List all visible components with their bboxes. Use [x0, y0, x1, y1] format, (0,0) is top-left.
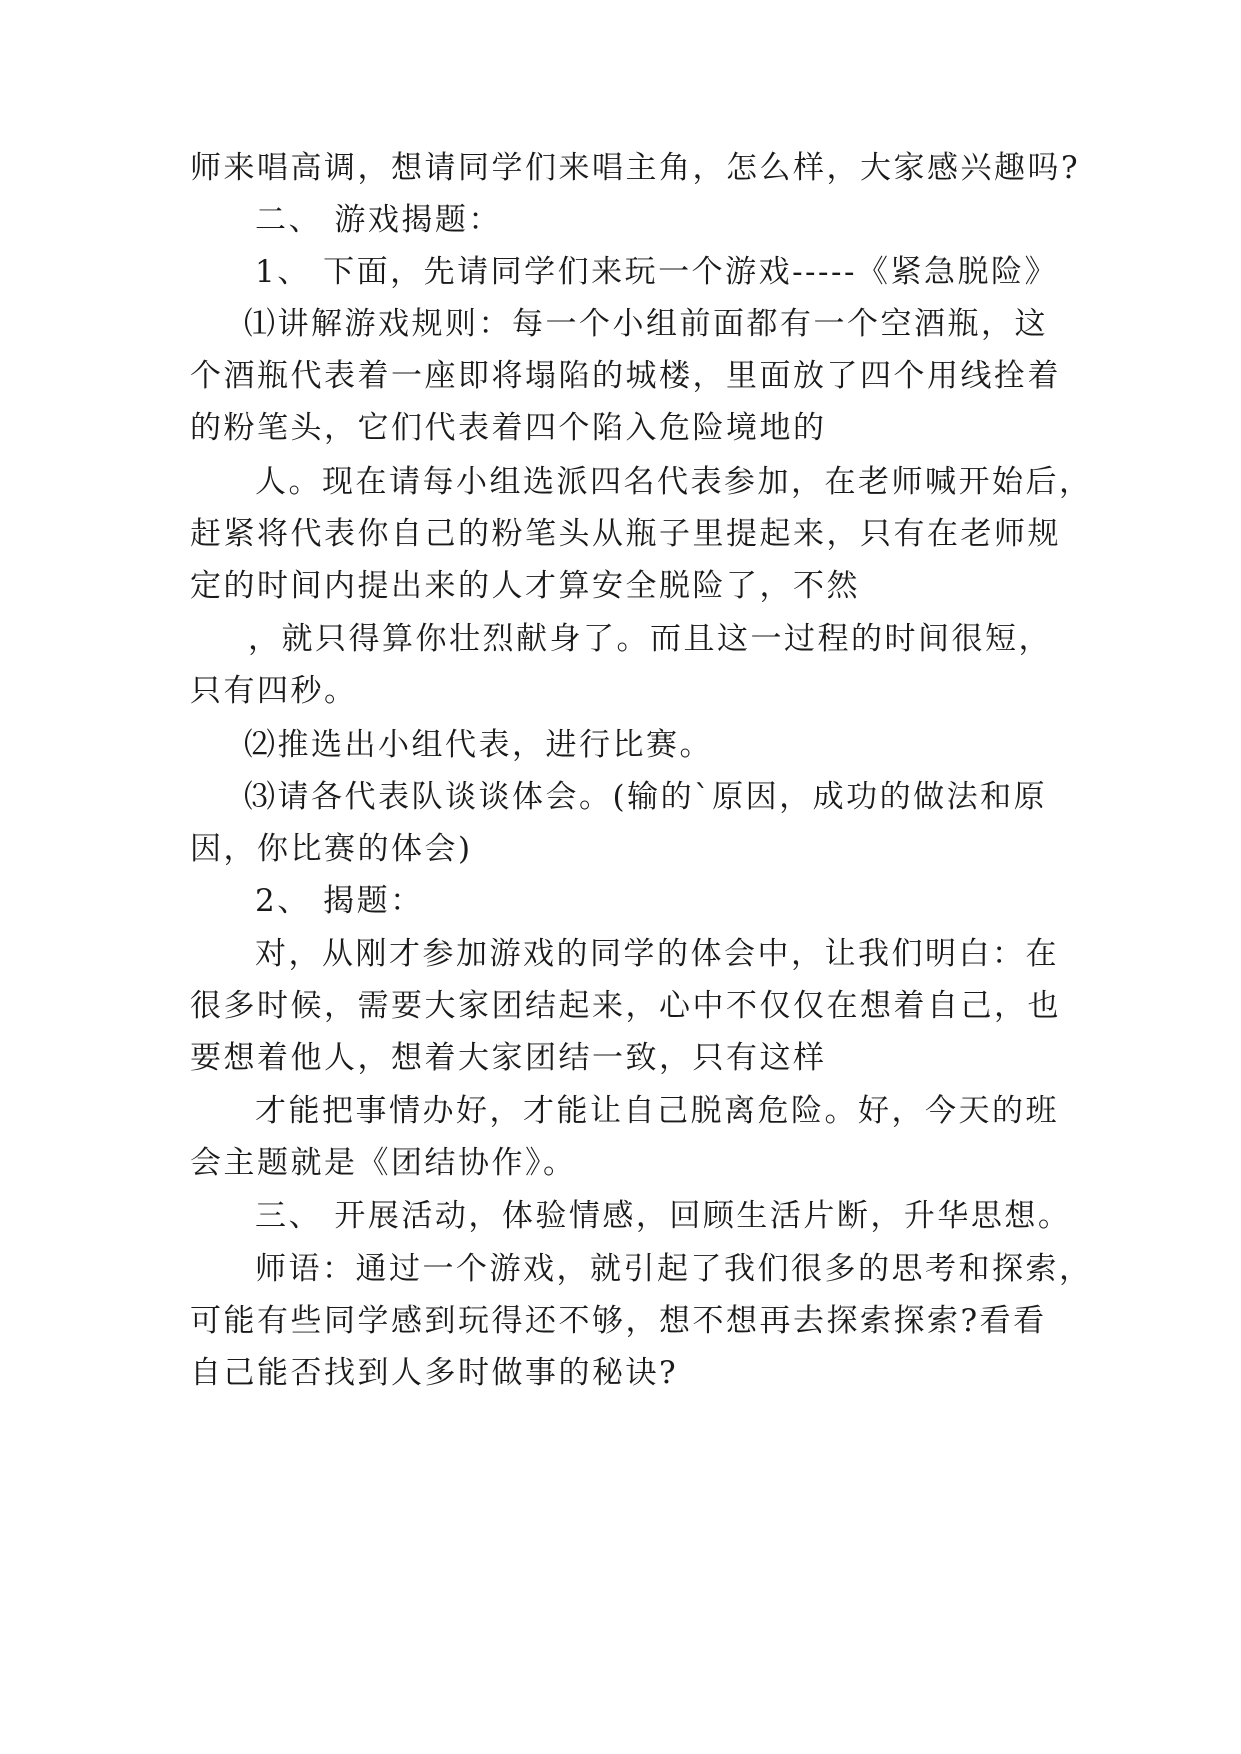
text-line: 的粉笔头，它们代表着四个陷入危险境地的 — [190, 410, 827, 446]
text-line: 赶紧将代表你自己的粉笔头从瓶子里提起来，只有在老师规 — [190, 516, 1061, 552]
text-line: 定的时间内提出来的人才算安全脱险了，不然 — [190, 568, 860, 604]
text-line: 1、 下面，先请同学们来玩一个游戏-----《紧急脱险》 — [255, 254, 1058, 290]
text-line: 人。现在请每小组选派四名代表参加，在老师喊开始后， — [255, 464, 1093, 500]
text-line: ，就只得算你壮烈献身了。而且这一过程的时间很短， — [248, 621, 1052, 657]
text-line: 可能有些同学感到玩得还不够，想不想再去探索探索?看看 — [190, 1303, 1047, 1339]
text-line: 自己能否找到人多时做事的秘诀? — [190, 1355, 679, 1391]
text-line: 个酒瓶代表着一座即将塌陷的城楼，里面放了四个用线拴着 — [190, 358, 1061, 394]
text-line: 师语：通过一个游戏，就引起了我们很多的思考和探索， — [255, 1251, 1093, 1287]
section-heading: 2、 揭题： — [255, 883, 424, 919]
text-line: 要想着他人，想着大家团结一致，只有这样 — [190, 1040, 827, 1076]
text-line: ⑵推选出小组代表，进行比赛。 — [244, 727, 713, 763]
text-line: 会主题就是《团结协作》。 — [190, 1145, 577, 1181]
text-line: ⑶请各代表队谈谈体会。(输的`原因，成功的做法和原 — [244, 779, 1048, 815]
text-line: 很多时候，需要大家团结起来，心中不仅仅在想着自己，也 — [190, 988, 1061, 1024]
text-line: 师来唱高调，想请同学们来唱主角，怎么样，大家感兴趣吗? — [190, 150, 1081, 186]
section-heading: 三、 开展活动，体验情感，回顾生活片断，升华思想。 — [255, 1198, 1072, 1234]
text-line: 只有四秒。 — [190, 673, 358, 709]
text-line: 才能把事情办好，才能让自己脱离危险。好，今天的班 — [255, 1093, 1059, 1129]
section-heading: 二、 游戏揭题： — [255, 202, 502, 238]
text-line: 因，你比赛的体会) — [190, 831, 473, 867]
text-line: ⑴讲解游戏规则：每一个小组前面都有一个空酒瓶，这 — [244, 306, 1048, 342]
text-line: 对，从刚才参加游戏的同学的体会中，让我们明白：在 — [255, 936, 1059, 972]
